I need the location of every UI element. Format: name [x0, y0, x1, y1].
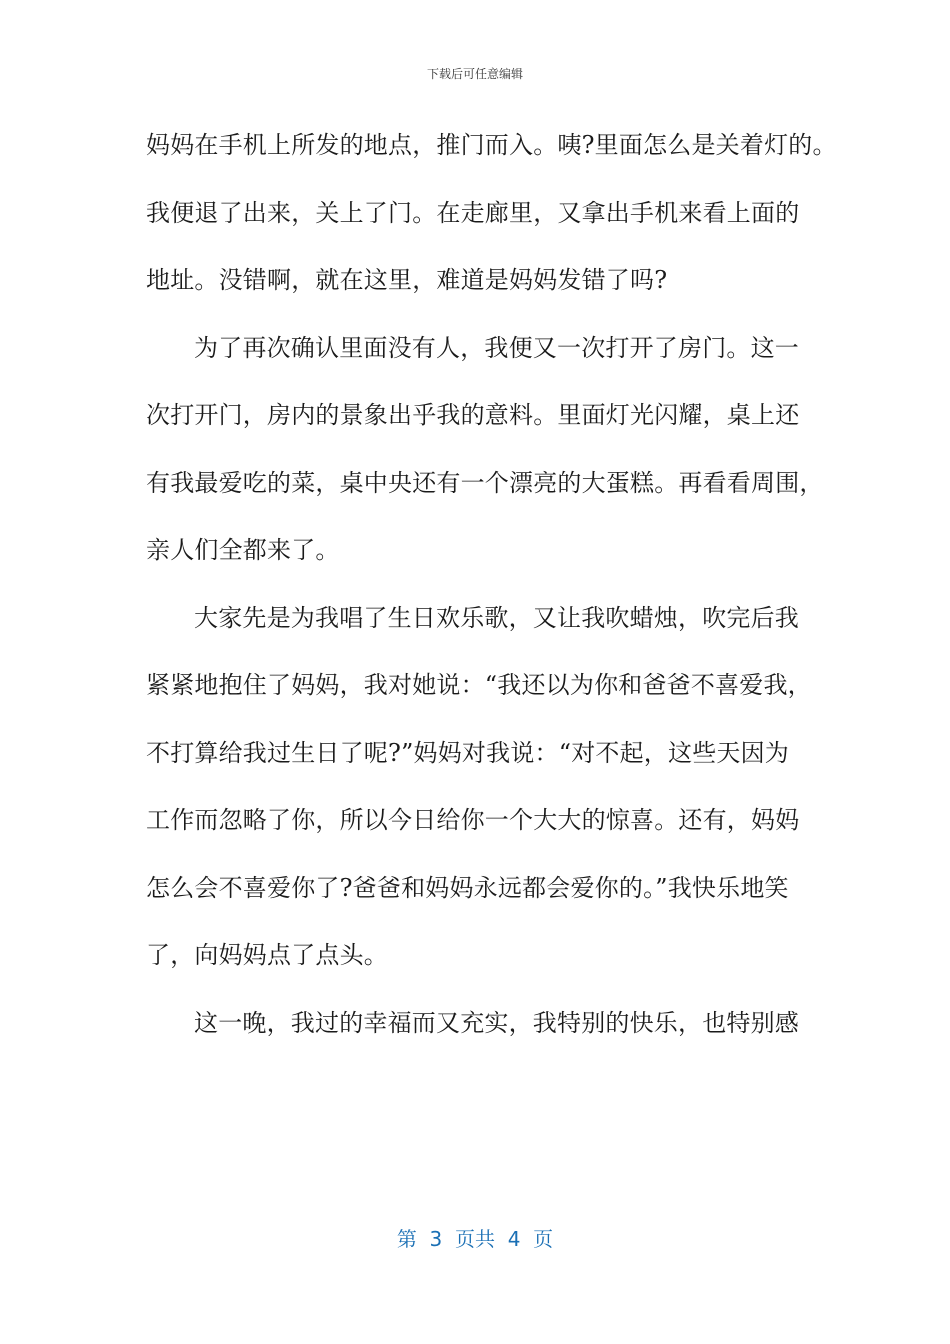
text-line: 次打开门，房内的景象出乎我的意料。里面灯光闪耀，桌上还: [146, 401, 800, 429]
text-line: 大家先是为我唱了生日欢乐歌，又让我吹蜡烛，吹完后我: [194, 603, 799, 632]
document-body: [146, 119, 837, 1064]
text-line: 妈妈在手机上所发的地点，推门而入。咦?里面怎么是关着灯的。: [146, 131, 837, 159]
text-line: 了，向妈妈点了点头。: [146, 941, 388, 969]
text-line: 有我最爱吃的菜，桌中央还有一个漂亮的大蛋糕。再看看周围，: [146, 468, 824, 497]
text-line: 不打算给我过生日了呢?”妈妈对我说：“对不起，这些天因为: [146, 738, 790, 767]
text-line: 紧紧地抱住了妈妈，我对她说：“我还以为你和爸爸不喜爱我，: [146, 671, 812, 699]
text-line: 我便退了出来，关上了门。在走廊里，又拿出手机来看上面的: [146, 198, 800, 227]
text-line: 工作而忽略了你，所以今日给你一个大大的惊喜。还有，妈妈: [146, 806, 800, 834]
text-line: 亲人们全都来了。: [146, 536, 340, 564]
page-number-footer: 第 3 页共 4 页: [396, 1227, 554, 1251]
text-line: 为了再次确认里面没有人，我便又一次打开了房门。这一: [194, 333, 799, 362]
text-line: 地址。没错啊，就在这里，难道是妈妈发错了吗?: [146, 266, 668, 294]
text-line: 这一晚，我过的幸福而又充实，我特别的快乐，也特别感: [194, 1008, 799, 1037]
text-line: 怎么会不喜爱你了?爸爸和妈妈永远都会爱你的。”我快乐地笑: [146, 873, 789, 902]
page-header: 下载后可任意编辑: [426, 67, 523, 81]
